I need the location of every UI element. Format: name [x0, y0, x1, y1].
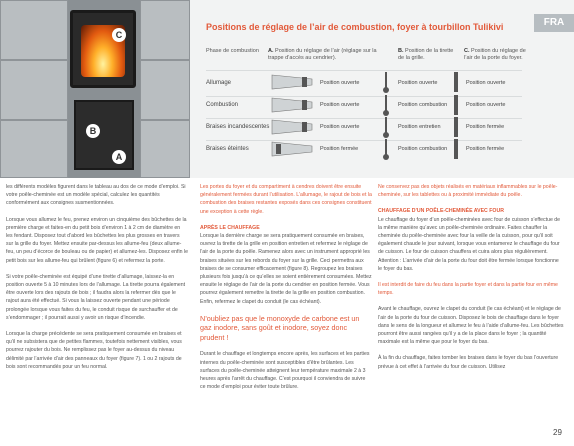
air-slider-a-icon: [270, 94, 314, 116]
air-slider-a-icon: [270, 116, 314, 138]
row-divider: [206, 70, 522, 71]
door-lever-icon: [448, 137, 464, 161]
table-title: Positions de réglage de l’air de combustion, foyer à tourbillon Tulikivi: [206, 22, 504, 32]
row-combustion-c: Position ouverte: [466, 102, 506, 108]
row-eteintes-c: Position fermée: [466, 146, 505, 152]
page-number: 29: [553, 428, 562, 437]
row-eteintes-b: Position combustion: [398, 146, 448, 152]
row-combustion-a: Position ouverte: [320, 102, 360, 108]
stove-photo: [0, 0, 190, 178]
row-incandescentes-b: Position entretien: [398, 124, 441, 130]
row-allumage-a: Position ouverte: [320, 80, 360, 86]
row-label-braises-eteintes: Braises éteintes: [206, 146, 249, 152]
text-column-1: [6, 183, 188, 379]
row-eteintes-a: Position fermée: [320, 146, 359, 152]
grate-lever-icon: [378, 115, 394, 139]
row-divider: [206, 96, 522, 97]
warning-text: Il est interdit de faire du feu dans la partie foyer et dans la partie four en même temps.: [378, 282, 558, 297]
text-column-2: [200, 183, 372, 399]
paragraph: Le chauffage du foyer d’un poêle-cheminées avec four de cuisson s’effectue de la même manière qu’avec un poêle-cheminée ordinaire. Faites chauffer la cheminée du poêle-cheminée avec four la veille de la cuisson, pour qu’il soit également chaude le jour suivant, lorsque vous entamerez le chauffage du four de cuisson. Le four de cuisson chauffera et cuira alors plus régulièrement. Attention : L’arrivée d’air de la porte du four doit être fermée lorsque fonctionne le foyer du bas.: [378, 216, 561, 272]
grate-lever-icon: [378, 137, 394, 161]
paragraph: Durant le chauffage et longtemps encore après, les surfaces et les parties internes du poêle-cheminée sont susceptibles d’être brûlantes. Les surfaces du poêle-cheminée atteignent leur température maximale 2 à 3 heures après l’arrêt du chauffage. C’est pourquoi il conviendra de suivre ce mode d’emploi pour éviter toute brûlure.: [200, 351, 370, 391]
fireplace-door: [70, 10, 136, 88]
marker-a: A: [112, 150, 126, 164]
air-slider-a-icon: [270, 138, 314, 160]
warning-text: N’oubliez pas que le monoxyde de carbone est un gaz inodore, sans goût et inodore, soyez donc prudent !: [200, 313, 360, 342]
paragraph: Lorsque la charge précédente se sera pratiquement consumée en braises et qu’il ne subsistera que de petites flammes, toutefois nettement visibles, vous pourrez rajouter du bois. Ne remplissez pas le foyer au-dessus du niveau délimité par l’arrivée d’air des panneaux du foyer (figure 7). 1 ou 2 rajouts de bois sont recommandés pour un feu normal.: [6, 331, 182, 370]
row-incandescentes-a: Position ouverte: [320, 124, 360, 130]
header-phase: Phase de combustion: [206, 48, 259, 54]
section-heading: CHAUFFAGE D’UN POÊLE-CHEMINÉE AVEC FOUR: [378, 208, 504, 215]
paragraph: Lorsque vous allumez le feu, prenez environ un cinquième des bûchettes de la première charge et faites-en du petit bois d’environ 1 à 2 cm de diamètre en les fendant. Disposez tout d’abord les bûchettes les plus grosses en travers sur la grille du foyer. Mettez ensuite par-dessus les allume-feu (deux allume-feu, un peu d’écorce de bouleau ou de papier) et allumez-les. Disposez enfin le petit bois sur les allume-feu qui brûlent (figure 6) et refermez la porte.: [6, 216, 188, 264]
paragraph: Lorsque la dernière charge se sera pratiquement consumée en braises, ouvrez la tirette de la grille en position entretien et refermez le réglage de l’air de la porte du poêle. Ramenez alors avec un instrument approprié les braises situées sur les rebords du foyer sur la grille. Ceci permettra aux braises de se consumer efficacement (figure 8). Regroupez les braises plusieurs fois jusqu’à ce qu’elles se soient entièrement consumées. Mettez ensuite le réglage de l’air de la porte du cendrier en position fermée. Vous pourrez également remettre la tirette de la grille en position combustion. Enfin, refermez le clapet du conduit (le cas échéant).: [200, 233, 372, 305]
paragraph: Si votre poêle-cheminée est équipé d’une tirette d’allumage, laissez-la en position ouverte 5 à 10 minutes lors de l’allumage. La tirette pourra également être ouverte lors des rajouts de bois ; il faudra alors la refermer dès que le rajout aura été effectué. Si vous la laissez ouverte pendant une période prolongée lorsque vous faites du feu, le conduit risque de surchauffer et de s’endommager ; il pourrait aussi y avoir un risque d’incendie.: [6, 273, 186, 321]
row-allumage-b: Position ouverte: [398, 80, 438, 86]
paragraph: les différents modèles figurent dans le tableau au dos de ce mode d’emploi. Si votre poêle-cheminée est un modèle spécial, calculez les quantités conformément aux consignes susmentionnées.: [6, 184, 186, 207]
language-tab: FRA: [534, 14, 574, 32]
door-lever-icon: [448, 93, 464, 117]
header-c: C. Position du réglage de l’air de la porte du foyer.: [464, 48, 526, 61]
row-combustion-b: Position combustion: [398, 102, 448, 108]
header-a: A. Position du réglage de l’air (réglage sur la trappe d’accès au cendrier).: [268, 48, 377, 61]
row-label-braises-incandescentes: Braises incandescentes: [206, 124, 270, 130]
marker-b: B: [86, 124, 100, 138]
header-b: B. Position de la tirette de la grille.: [398, 48, 454, 61]
text-column-3: [378, 183, 564, 379]
row-allumage-c: Position ouverte: [466, 80, 506, 86]
row-label-allumage: Allumage: [206, 80, 232, 86]
door-lever-icon: [448, 70, 464, 94]
air-slider-a-icon: [270, 71, 314, 93]
paragraph: Les portes du foyer et du compartiment à cendres doivent être ensuite généralement fermées durant l’utilisation. L’allumage, le rajout de bois et la combustion des braises restantes exposés dans ces consignes constituent une exception à cette règle.: [200, 184, 372, 215]
section-heading: APRÈS LE CHAUFFAGE: [200, 224, 260, 231]
row-incandescentes-c: Position fermée: [466, 124, 505, 130]
grate-lever-icon: [378, 70, 394, 94]
row-divider: [206, 118, 522, 119]
row-label-combustion: Combustion: [206, 102, 239, 108]
row-divider: [206, 140, 522, 141]
door-lever-icon: [448, 115, 464, 139]
paragraph: À la fin du chauffage, faites tomber les braises dans le foyer du bas l’ouverture prévue à cet effet à l’arrivée du four de cuisson. Utilisez: [378, 355, 559, 370]
marker-c: C: [112, 28, 126, 42]
paragraph: Avant le chauffage, ouvrez le clapet du conduit (le cas échéant) et le réglage de l’air de la porte du four de cuisson. Disposez le bois de chauffage dans le foyer dans le sens de la longueur et allumez le feu à l’aide d’allume-feu. Les bûchettes pourront être aussi rangées qu’il y a de la place dans le foyer ; la quantité maximale est la même que pour le foyer du bas.: [378, 306, 564, 346]
paragraph: Ne conservez pas des objets réalisés en matériaux inflammables sur le poêle-cheminée, sur les tablettes ou à proximité immédiate du poêle.: [378, 184, 558, 199]
grate-lever-icon: [378, 93, 394, 117]
